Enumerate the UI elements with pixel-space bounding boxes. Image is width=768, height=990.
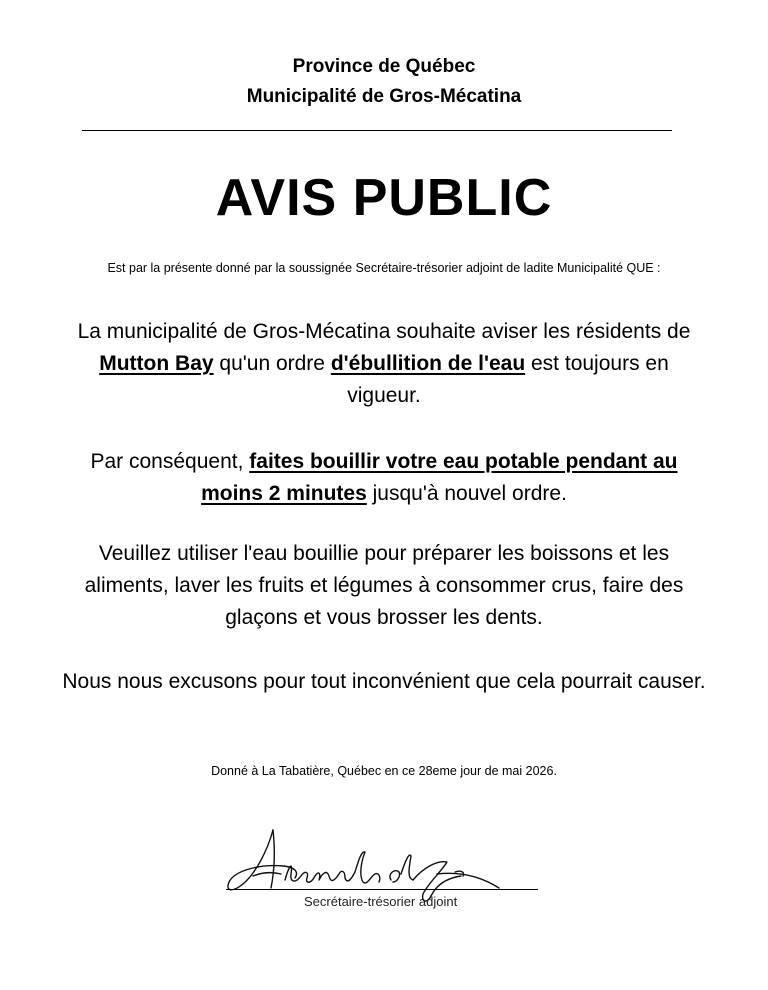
paragraph-instructions [60,446,708,510]
paragraph-usage: Veuillez utiliser l'eau bouillie pour préparer les boissons et les aliments, laver les fruits et légumes à consommer crus, faire des glaçons et vous brosser les dents. [84,542,684,629]
p1-order-type: d'ébullition de l'eau [330,352,526,375]
header [0,52,768,112]
paragraph-apology: Nous nous excusons pour tout inconvénient que cela pourrait causer. [62,670,706,693]
province-name: Province de Québec [292,56,476,77]
p2-instruction: faites bouillir votre eau potable pendant au moins 2 minutes [201,450,678,505]
header-divider [82,130,672,131]
given-date-line: Donné à La Tabatière, Québec en ce 28eme jour de mai 2026. [211,764,557,778]
p1-text-e: est toujours en vigueur. [347,352,669,407]
paragraph-boil-order [60,316,708,412]
p2-text-c: jusqu'à nouvel ordre. [366,482,567,505]
signature-line [226,889,538,890]
p1-text-a: La municipalité de Gros-Mécatina souhaite aviser les résidents de [77,320,691,343]
municipality-name: Municipalité de Gros-Mécatina [246,86,522,107]
intro-text: Est par la présente donné par la soussignée Secrétaire-trésorier adjoint de ladite Municipalité QUE : [107,261,661,275]
p1-text-c: qu'un ordre [213,352,331,375]
p1-location: Mutton Bay [99,352,214,375]
p2-text-a: Par conséquent, [90,450,250,473]
signatory-title: Secrétaire-trésorier adjoint [304,894,458,909]
notice-title: AVIS PUBLIC [215,169,553,227]
